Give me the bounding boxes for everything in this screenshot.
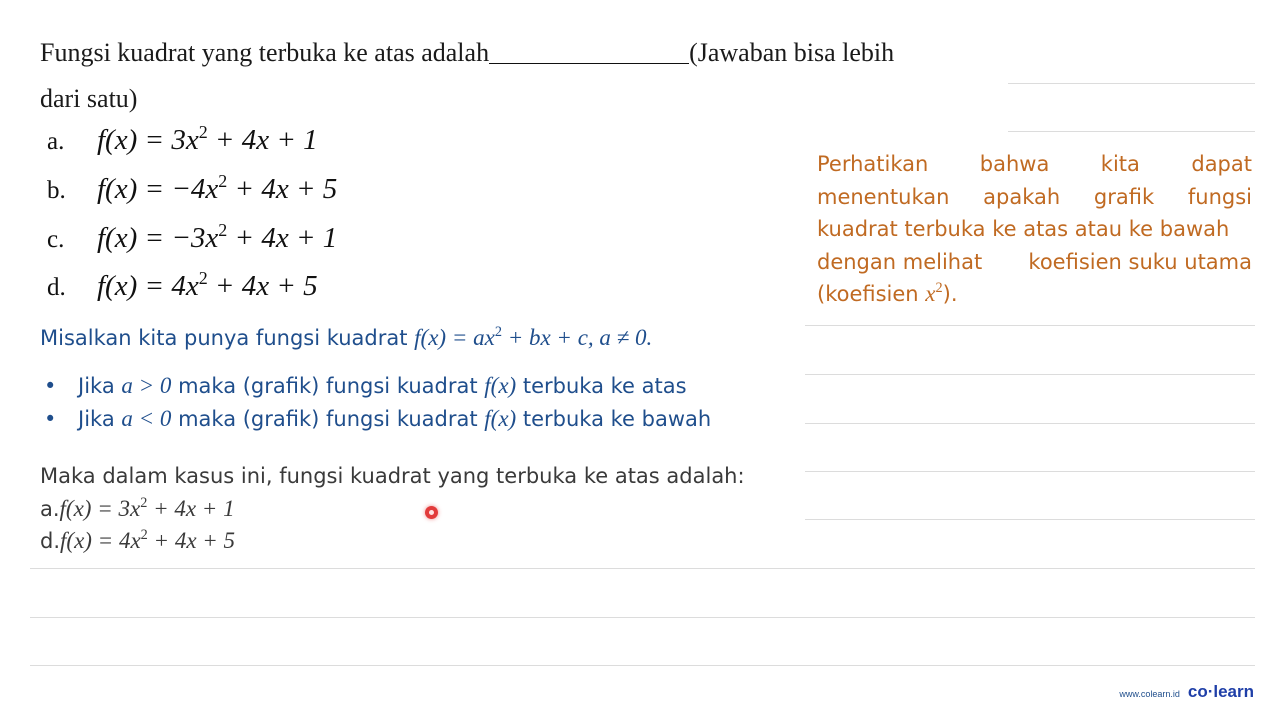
- option-letter: d.: [47, 274, 66, 301]
- option-c: [47, 220, 337, 255]
- laser-pointer-dot: [425, 506, 438, 519]
- ruled-line: [30, 665, 1255, 666]
- question-line2: dari satu): [40, 84, 138, 113]
- option-equation: $f(x) = -3x^2 + 4x + 1$: [97, 219, 338, 254]
- bullet-open-up: • Jika a > 0 maka (grafik) fungsi kuadrat f(x) terbuka ke atas: [44, 373, 687, 398]
- note-line: menentukan apakah grafik fungsi: [817, 184, 1252, 209]
- conclusion-text: Maka dalam kasus ini, fungsi kuadrat yang terbuka ke atas adalah:: [40, 464, 745, 488]
- ruled-line: [30, 568, 1255, 569]
- note-line: Perhatikan bahwa kita dapat: [817, 152, 1252, 176]
- option-b: [47, 171, 337, 206]
- option-equation: $f(x) = 4x^2 + 4x + 5$: [97, 267, 318, 302]
- ruled-line: [805, 374, 1255, 375]
- bullet-open-down: • Jika a < 0 maka (grafik) fungsi kuadrat f(x) terbuka ke bawah: [44, 406, 712, 431]
- answer-blank: [489, 37, 689, 64]
- ruled-line: [30, 617, 1255, 618]
- answer-d: $d.f(x) = 4x^2 + 4x + 5$: [40, 527, 236, 553]
- colearn-logo: co·learn: [1187, 682, 1254, 701]
- side-note: [817, 148, 1252, 311]
- option-letter: b.: [47, 177, 66, 204]
- note-line: kuadrat terbuka ke atas atau ke bawah: [817, 217, 1230, 241]
- ruled-line: [805, 519, 1255, 520]
- note-line: dengan melihat koefisien suku utama: [817, 249, 1252, 274]
- option-equation: $f(x) = 3x^2 + 4x + 1$: [97, 121, 318, 156]
- ruled-line: [1008, 83, 1255, 84]
- note-line: (koefisien $x^2$).: [817, 280, 958, 306]
- option-d: [47, 268, 318, 303]
- answer-a: $a.f(x) = 3x^2 + 4x + 1$: [40, 495, 235, 521]
- ruled-line: [805, 423, 1255, 424]
- option-a: [47, 122, 318, 157]
- question-text: [40, 30, 990, 122]
- ruled-line: [1008, 131, 1255, 132]
- option-letter: a.: [47, 128, 65, 155]
- ruled-line: [805, 471, 1255, 472]
- option-letter: c.: [47, 226, 65, 253]
- question-line1: Fungsi kuadrat yang terbuka ke atas adalah: [40, 38, 490, 67]
- footer-url[interactable]: www.colearn.id: [1119, 689, 1180, 699]
- footer-branding: [1119, 682, 1254, 702]
- explanation-intro: Misalkan kita punya fungsi kuadrat $f(x) = ax^2$ + bx + c, a ≠ 0.: [40, 324, 653, 350]
- option-equation: $f(x) = -4x^2 + 4x + 5$: [97, 170, 338, 205]
- question-line1-tail: (Jawaban bisa lebih: [689, 38, 895, 67]
- ruled-line: [805, 325, 1255, 326]
